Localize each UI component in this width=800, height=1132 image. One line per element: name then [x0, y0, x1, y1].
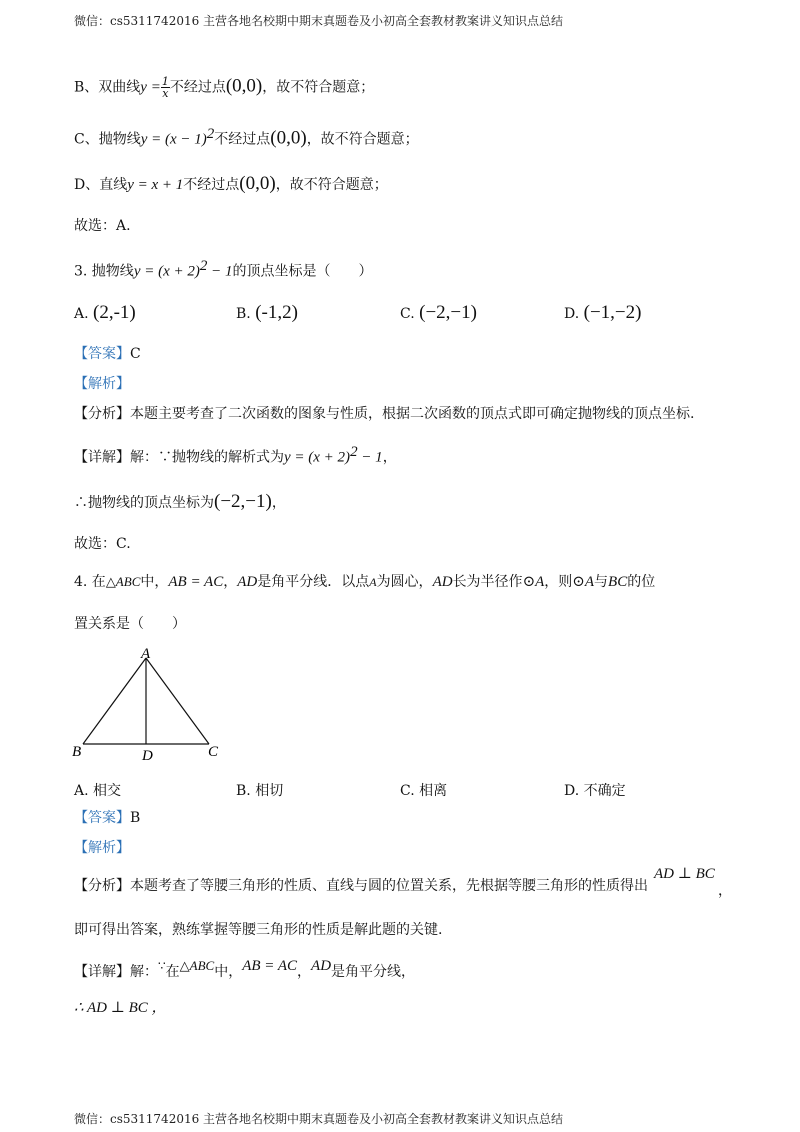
q3-detail — [74, 442, 397, 468]
eq-parabola: y = (x − 1) — [140, 131, 207, 148]
stem-part: 与 — [594, 574, 609, 590]
q4-detail — [74, 956, 415, 982]
option-label: A. — [74, 306, 89, 322]
fraction-denominator: x — [162, 87, 169, 100]
q3-equation-tail: − 1 — [207, 263, 233, 280]
answer-value: C — [130, 346, 141, 362]
q3-option-b — [236, 302, 298, 324]
fraction-1-over-x — [161, 76, 170, 99]
q3-stem-suffix: 的顶点坐标是（ ） — [232, 263, 373, 280]
option-value: (2,-1) — [93, 302, 136, 323]
solution-line-b — [74, 76, 374, 99]
detail-post: 是角平分线， — [331, 964, 416, 980]
therefore-post: ， — [271, 495, 286, 511]
circle-a: ⊙A — [572, 574, 595, 590]
q4-stem-line1 — [74, 572, 655, 592]
circle-a: ⊙A — [522, 574, 545, 590]
q4-conclusion — [74, 998, 167, 1018]
label-c: C — [208, 744, 219, 760]
fenxi-text: 本题考查了等腰三角形的性质、直线与圆的位置关系，先根据等腰三角形的性质得出 — [130, 878, 648, 894]
ab-equals-ac: AB = AC — [242, 958, 298, 974]
vertex-point: (−2,−1) — [214, 491, 272, 512]
q4-fenxi — [74, 876, 648, 896]
q3-analysis-tag — [74, 374, 130, 394]
fenxi-tag: 【分析】 — [74, 878, 130, 894]
line-b-mid: 不经过点 — [169, 79, 226, 96]
option-value: 不确定 — [583, 783, 626, 799]
label-d: D — [142, 748, 153, 764]
detail-part: 中， — [214, 964, 243, 980]
detail-equation: y = (x + 2) — [284, 449, 351, 466]
line-d-prefix: D、直线 — [74, 177, 128, 193]
exponent: 2 — [206, 126, 215, 142]
option-value: 相离 — [419, 783, 448, 799]
q4-option-d — [564, 780, 626, 800]
triangle-abc: △ABC — [105, 574, 141, 589]
option-value: (-1,2) — [255, 302, 298, 323]
answer-value: B — [130, 810, 141, 826]
analysis-tag: 【解析】 — [74, 376, 130, 392]
line-d-mid: 不经过点 — [183, 177, 240, 193]
option-label: D. — [564, 783, 580, 799]
q4-answer — [74, 808, 140, 828]
fenxi-tag: 【分析】 — [74, 406, 130, 422]
detail-post: ， — [382, 449, 397, 466]
stem-part: 中， — [140, 574, 169, 590]
option-label: A. — [74, 783, 89, 799]
point-origin: (0,0) — [270, 127, 307, 149]
triangle-figure — [66, 644, 226, 768]
option-value: (−1,−2) — [583, 302, 642, 323]
line-b-prefix: B、双曲线 — [74, 79, 141, 96]
q4-option-c — [400, 780, 447, 800]
stem-part: 是角平分线．以点 — [257, 574, 370, 590]
q3-option-d — [564, 302, 641, 324]
eq-y: y = — [140, 79, 161, 96]
ab-equals-ac: AB = AC — [168, 574, 224, 590]
page-header: 微信：cs5311742016 主营各地名校期中期末真题卷及小初高全套教材教案讲义知识点总结 — [74, 14, 564, 28]
option-value: 相交 — [93, 783, 122, 799]
conclusion-text: ∴ AD ⊥ BC ， — [74, 1000, 167, 1016]
line-c-mid: 不经过点 — [214, 131, 271, 148]
solution-line-d — [74, 174, 388, 195]
option-value: (−2,−1) — [419, 302, 477, 323]
option-label: B. — [236, 783, 251, 799]
point-a: A — [369, 575, 377, 589]
point-origin: (0,0) — [225, 75, 263, 97]
label-a: A — [141, 646, 151, 662]
point-origin: (0,0) — [239, 173, 276, 194]
therefore-text: ∴抛物线的顶点坐标为 — [74, 495, 214, 511]
fenxi-text: 本题主要考查了二次函数的图象与性质，根据二次函数的顶点式即可确定抛物线的顶点坐标. — [130, 406, 695, 422]
detail-prefix: 解： — [130, 964, 158, 980]
q4-fenxi-line2: 即可得出答案，熟练掌握等腰三角形的性质是解此题的关键. — [74, 922, 443, 938]
option-label: C. — [400, 306, 415, 322]
q3-fenxi — [74, 404, 694, 424]
stem-part: 长为半径作 — [452, 574, 523, 590]
q3-stem — [74, 256, 373, 282]
q4-option-a — [74, 780, 121, 800]
segment-ad: AD — [432, 574, 453, 590]
q4-stem-line2: 置关系是（ ） — [74, 616, 186, 632]
detail-tag: 【详解】 — [74, 964, 130, 980]
segment-bc: BC — [608, 574, 628, 590]
side-ac — [146, 658, 209, 744]
detail-tag: 【详解】 — [74, 449, 130, 466]
q4-option-b — [236, 780, 283, 800]
because-symbol: ∵ — [158, 959, 166, 973]
stem-part: 为圆心， — [376, 574, 433, 590]
q3-therefore — [74, 492, 286, 513]
detail-part: ， — [297, 964, 312, 980]
page-footer: 微信：cs5311742016 主营各地名校期中期末真题卷及小初高全套教材教案讲义知识点总结 — [74, 1112, 564, 1126]
q4-analysis-tag — [74, 838, 130, 858]
fraction-numerator: 1 — [161, 75, 169, 88]
label-b: B — [72, 744, 82, 760]
select-a: 故选：A. — [74, 218, 131, 234]
eq-line: y = x + 1 — [127, 177, 184, 193]
q3-answer — [74, 344, 141, 364]
q3-equation: y = (x + 2) — [133, 263, 200, 280]
q3-option-a — [74, 302, 136, 324]
triangle-abc: △ABC — [179, 958, 215, 973]
ad-perp-bc: AD ⊥ BC — [654, 866, 715, 882]
answer-tag: 【答案】 — [74, 810, 130, 826]
line-c-prefix: C、抛物线 — [74, 131, 141, 148]
q3-option-c — [400, 302, 477, 324]
q4-fenxi-eq — [654, 864, 715, 883]
stem-part: ， — [223, 574, 238, 590]
line-c-post: ，故不符合题意； — [306, 131, 419, 148]
exponent: 2 — [350, 444, 358, 460]
detail-part: 在 — [165, 964, 180, 980]
stem-part: 的位 — [627, 574, 656, 590]
segment-ad: AD — [311, 958, 332, 974]
q4-fenxi-post: ， — [718, 883, 732, 899]
stem-part: 4. 在 — [74, 574, 106, 590]
exponent: 2 — [199, 258, 208, 274]
segment-ad: AD — [237, 574, 258, 590]
q3-stem-prefix: 3. 抛物线 — [74, 263, 134, 280]
detail-equation-tail: − 1 — [357, 449, 383, 466]
q3-select: 故选：C. — [74, 536, 131, 552]
detail-prefix: 解：∵抛物线的解析式为 — [130, 449, 284, 466]
option-label: B. — [236, 306, 251, 322]
option-value: 相切 — [255, 783, 284, 799]
answer-tag: 【答案】 — [74, 346, 130, 362]
option-label: C. — [400, 783, 415, 799]
line-d-post: ，故不符合题意； — [275, 177, 388, 193]
line-b-post: ，故不符合题意； — [262, 79, 375, 96]
option-label: D. — [564, 306, 580, 322]
side-ab — [83, 658, 146, 744]
solution-line-c — [74, 124, 419, 150]
stem-part: ，则 — [544, 574, 573, 590]
analysis-tag: 【解析】 — [74, 840, 130, 856]
